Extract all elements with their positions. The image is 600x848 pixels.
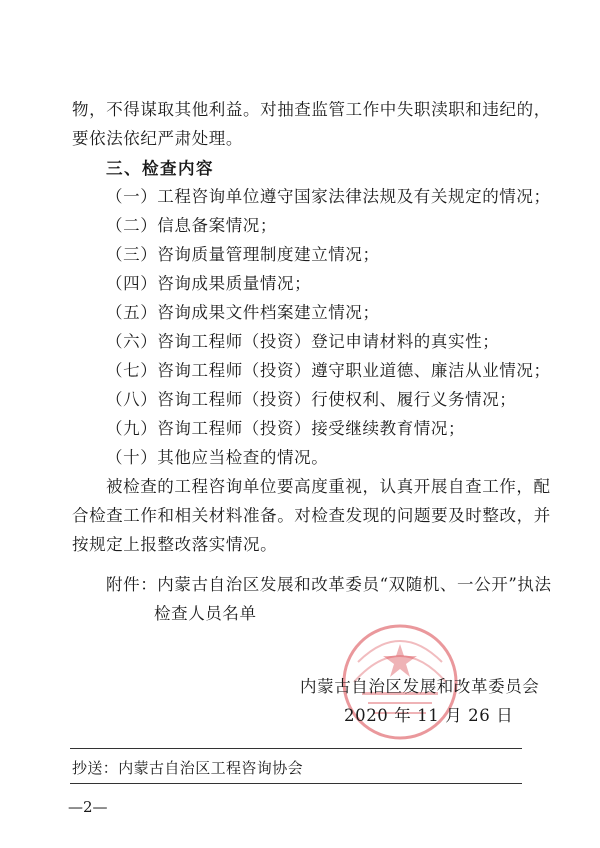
list-item: （四）咨询成果质量情况；: [106, 274, 312, 293]
list-item: （八）咨询工程师（投资）行使权利、履行义务情况；: [106, 390, 517, 409]
list-item: （六）咨询工程师（投资）登记申请材料的真实性；: [106, 332, 500, 351]
attachment-line-2: 检查人员名单: [154, 604, 257, 623]
list-item: （五）咨询成果文件档案建立情况；: [106, 303, 380, 322]
cc-line: 抄送：内蒙古自治区工程咨询协会: [72, 759, 304, 777]
list-item: （七）咨询工程师（投资）遵守职业道德、廉洁从业情况；: [106, 361, 551, 380]
attachment-line-1: 附件：内蒙古自治区发展和改革委员“双随机、一公开”执法: [106, 575, 552, 594]
list-item: （十）其他应当检查的情况。: [106, 448, 329, 467]
closing-line-1: 被检查的工程咨询单位要高度重视，认真开展自查工作，配: [106, 477, 551, 496]
closing-line-2: 合检查工作和相关材料准备。对检查发现的问题要及时整改，并: [72, 506, 551, 525]
section-heading: 三、检查内容: [106, 159, 214, 178]
continuation-line-2: 要依法依纪严肃处理。: [72, 129, 243, 148]
signing-organization: 内蒙古自治区发展和改革委员会: [300, 677, 540, 696]
continuation-line-1: 物，不得谋取其他利益。对抽查监管工作中失职渎职和违纪的，: [72, 100, 551, 119]
page-number: —2—: [68, 798, 108, 816]
closing-line-3: 按规定上报整改落实情况。: [72, 535, 278, 554]
list-item: （三）咨询质量管理制度建立情况；: [106, 245, 380, 264]
signing-date: 2020 年 11 月 26 日: [344, 706, 514, 725]
list-item: （二）信息备案情况；: [106, 216, 277, 235]
list-item: （一）工程咨询单位遵守国家法律法规及有关规定的情况；: [106, 187, 551, 206]
list-item: （九）咨询工程师（投资）接受继续教育情况；: [106, 419, 466, 438]
divider-top: [70, 748, 522, 749]
divider-bottom: [70, 783, 522, 784]
